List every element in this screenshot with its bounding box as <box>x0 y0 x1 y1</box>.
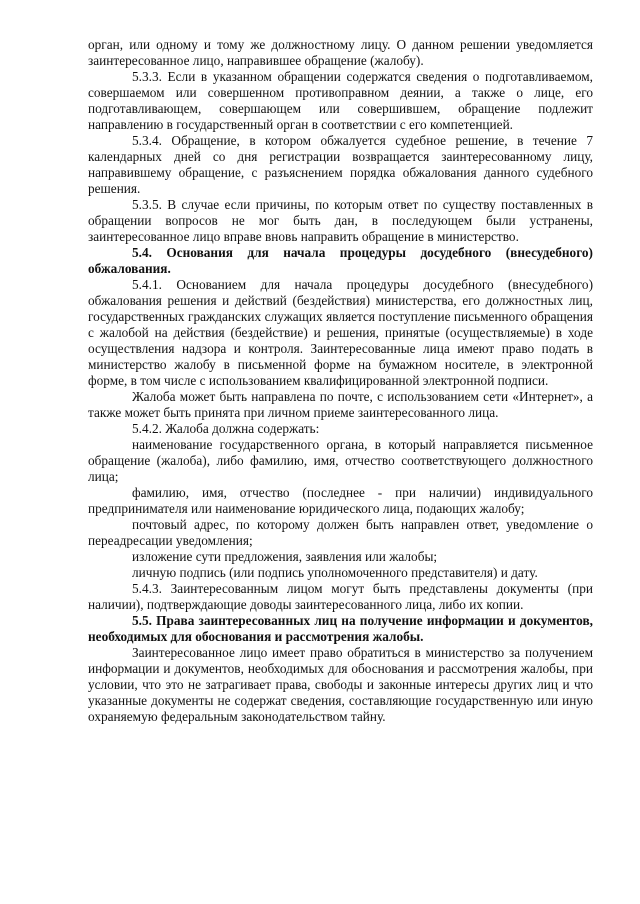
requirement-item-postal-address: почтовый адрес, по которому должен быть направлен ответ, уведомление о переадресации уведомления; <box>88 517 593 548</box>
paragraph-5-4-2: 5.4.2. Жалоба должна содержать: <box>132 421 320 436</box>
requirement-item-signature: личную подпись (или подпись уполномоченного представителя) и дату. <box>132 565 538 580</box>
requirement-item-essence: изложение сути предложения, заявления или жалобы; <box>132 549 438 564</box>
section-heading-5-4: 5.4. Основания для начала процедуры досудебного (внесудебного) обжалования. <box>88 245 593 276</box>
paragraph-5-3-3: 5.3.3. Если в указанном обращении содержатся сведения о подготавливаемом, совершаемом или совершенном противоправном деянии, а также о лице, его подготавливающем, совершающем или совершившем, обращение подлежит направлению в государственный орган в соответствии с его компетенцией. <box>88 69 593 132</box>
document-page <box>88 37 593 725</box>
requirement-item-authority-name: наименование государственного органа, в который направляется письменное обращение (жалоба), либо фамилию, имя, отчество соответствующего должностного лица; <box>88 437 593 484</box>
paragraph-5-5-rights: Заинтересованное лицо имеет право обратиться в министерство за получением информации и документов, необходимых для обоснования и рассмотрения жалобы, при условии, что это не затрагивает права, свободы и законные интересы других лиц и что указанные документы не содержат сведения, составляющие государственную или иную охраняемую федеральным законодательством тайну. <box>88 645 593 724</box>
section-heading-5-5: 5.5. Права заинтересованных лиц на получение информации и документов, необходимых для обоснования и рассмотрения жалобы. <box>88 613 593 644</box>
paragraph-5-4-1: 5.4.1. Основанием для начала процедуры досудебного (внесудебного) обжалования решения и действий (бездействия) министерства, его должностных лиц, государственных гражданских служащих является поступление письменного обращения с жалобой на действия (бездействие) и решения, принятые (осуществляемые) в ходе осуществления надзора и контроля. Заинтересованные лица имеют право подать в министерство жалобу в письменной форме на бумажном носителе, в электронной форме, в том числе с использованием квалифицированной электронной подписи. <box>88 277 593 388</box>
paragraph-5-4-3: 5.4.3. Заинтересованным лицом могут быть представлены документы (при наличии), подтверждающие доводы заинтересованного лица, либо их копии. <box>88 581 593 612</box>
paragraph-continuation: орган, или одному и тому же должностному лицу. О данном решении уведомляется заинтересованное лицо, направившее обращение (жалобу). <box>88 37 593 68</box>
paragraph-complaint-channels: Жалоба может быть направлена по почте, с использованием сети «Интернет», а также может быть принята при личном приеме заинтересованного лица. <box>88 389 593 420</box>
requirement-item-applicant-name: фамилию, имя, отчество (последнее - при наличии) индивидуального предпринимателя или наименование юридического лица, подающих жалобу; <box>88 485 593 516</box>
paragraph-5-3-4: 5.3.4. Обращение, в котором обжалуется судебное решение, в течение 7 календарных дней со дня регистрации возвращается заинтересованному лицу, направившему обращение, с разъяснением порядка обжалования данного судебного решения. <box>88 133 593 196</box>
paragraph-5-3-5: 5.3.5. В случае если причины, по которым ответ по существу поставленных в обращении вопросов не мог быть дан, в последующем были устранены, заинтересованное лицо вправе вновь направить обращение в министерство. <box>88 197 593 244</box>
